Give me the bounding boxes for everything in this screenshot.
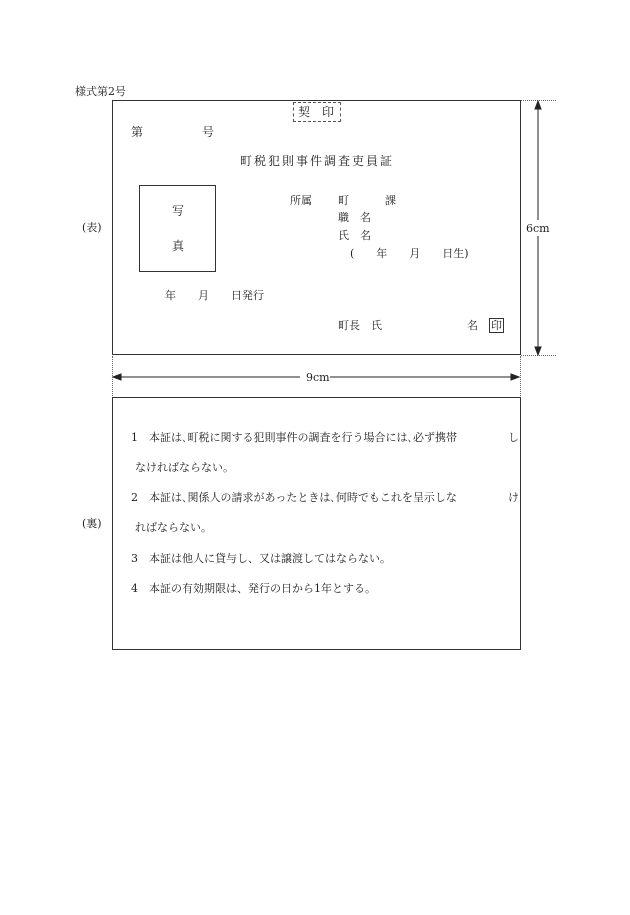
- item-2-tail: け: [508, 491, 519, 504]
- mayor-name-label: 名: [467, 319, 478, 332]
- item-1-tail: し: [508, 431, 519, 444]
- birth-date: ( 年 月 日生): [350, 247, 469, 260]
- item-2-line1: 2 本証は､関係人の請求があったときは､何時でもこれを呈示しな: [131, 491, 457, 504]
- front-side-label: (表): [82, 221, 102, 234]
- item-4: 4 本証の有効期限は、発行の日から1年とする。: [131, 582, 376, 595]
- item-1-line1: 1 本証は､町税に関する犯則事件の調査を行う場合には､必ず携帯: [131, 431, 457, 444]
- name-label: 氏 名: [338, 229, 371, 242]
- width-label: 9cm: [306, 371, 330, 384]
- issue-date: 年 月 日発行: [165, 289, 264, 302]
- photo-char-1: 写: [172, 204, 185, 218]
- mayor-label: 町長 氏: [338, 319, 382, 332]
- form-label: 様式第2号: [75, 85, 126, 98]
- job-title-label: 職 名: [338, 211, 371, 224]
- mayor-seal: 印: [491, 319, 502, 332]
- number-go: 号: [202, 125, 215, 139]
- number-dai: 第: [131, 125, 144, 139]
- item-3: 3 本証は他人に貸与し、又は譲渡してはならない。: [131, 552, 391, 565]
- back-side-label: (裏): [82, 517, 102, 530]
- section-label: 課: [385, 194, 396, 207]
- seal-label: 契 印: [298, 105, 335, 119]
- item-2-line2: ればならない。: [135, 521, 212, 534]
- photo-char-2: 真: [172, 239, 185, 253]
- affiliation-label: 所属: [290, 194, 312, 207]
- card-title: 町税犯則事件調査吏員証: [240, 154, 395, 168]
- height-label: 6cm: [526, 222, 550, 235]
- item-1-line2: なければならない。: [135, 461, 234, 474]
- town-label: 町: [338, 194, 349, 207]
